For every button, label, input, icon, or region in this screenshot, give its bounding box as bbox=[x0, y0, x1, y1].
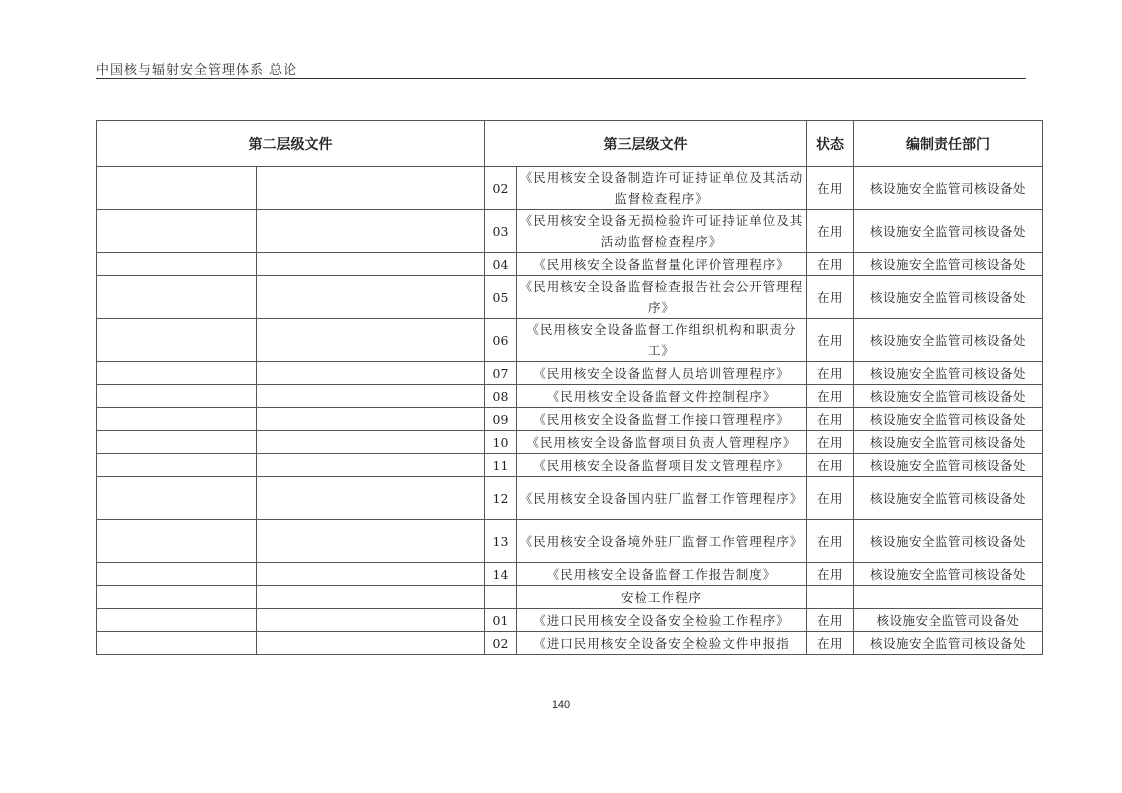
document-title: 《民用核安全设备监督文件控制程序》 bbox=[517, 385, 807, 408]
status-cell: 在用 bbox=[807, 408, 854, 431]
document-title: 《民用核安全设备监督项目负责人管理程序》 bbox=[517, 431, 807, 454]
row-number: 02 bbox=[485, 167, 517, 210]
department-cell: 核设施安全监管司核设备处 bbox=[854, 210, 1043, 253]
table-row bbox=[97, 385, 1043, 408]
second-level-cell bbox=[97, 609, 257, 632]
second-level-subcell bbox=[257, 586, 485, 609]
department-cell: 核设施安全监管司核设备处 bbox=[854, 385, 1043, 408]
document-title: 《民用核安全设备监督项目发文管理程序》 bbox=[517, 454, 807, 477]
row-number: 07 bbox=[485, 362, 517, 385]
second-level-cell bbox=[97, 520, 257, 563]
document-title: 《民用核安全设备监督工作接口管理程序》 bbox=[517, 408, 807, 431]
table-row bbox=[97, 586, 1043, 609]
department-cell: 核设施安全监管司核设备处 bbox=[854, 253, 1043, 276]
second-level-cell bbox=[97, 586, 257, 609]
second-level-subcell bbox=[257, 408, 485, 431]
second-level-cell bbox=[97, 385, 257, 408]
second-level-subcell bbox=[257, 319, 485, 362]
second-level-subcell bbox=[257, 632, 485, 655]
second-level-subcell bbox=[257, 167, 485, 210]
table-row bbox=[97, 477, 1043, 520]
document-title: 《民用核安全设备监督人员培训管理程序》 bbox=[517, 362, 807, 385]
row-number: 09 bbox=[485, 408, 517, 431]
second-level-subcell bbox=[257, 431, 485, 454]
document-title: 《民用核安全设备监督检查报告社会公开管理程序》 bbox=[517, 276, 807, 319]
status-cell: 在用 bbox=[807, 477, 854, 520]
row-number: 04 bbox=[485, 253, 517, 276]
department-cell: 核设施安全监管司设备处 bbox=[854, 609, 1043, 632]
status-cell: 在用 bbox=[807, 454, 854, 477]
second-level-cell bbox=[97, 431, 257, 454]
second-level-cell bbox=[97, 563, 257, 586]
table-row bbox=[97, 609, 1043, 632]
row-number: 02 bbox=[485, 632, 517, 655]
table-row bbox=[97, 319, 1043, 362]
table-row bbox=[97, 408, 1043, 431]
row-number: 01 bbox=[485, 609, 517, 632]
table-row bbox=[97, 210, 1043, 253]
row-number: 08 bbox=[485, 385, 517, 408]
status-cell: 在用 bbox=[807, 167, 854, 210]
department-cell: 核设施安全监管司核设备处 bbox=[854, 276, 1043, 319]
second-level-cell bbox=[97, 454, 257, 477]
page-number: 140 bbox=[551, 699, 571, 711]
department-cell: 核设施安全监管司核设备处 bbox=[854, 167, 1043, 210]
status-cell: 在用 bbox=[807, 362, 854, 385]
document-title: 安检工作程序 bbox=[517, 586, 807, 609]
table-row bbox=[97, 167, 1043, 210]
running-header: 中国核与辐射安全管理体系 总论 bbox=[96, 63, 298, 78]
document-title: 《民用核安全设备无损检验许可证持证单位及其活动监督检查程序》 bbox=[517, 210, 807, 253]
row-number: 05 bbox=[485, 276, 517, 319]
department-cell bbox=[854, 586, 1043, 609]
second-level-subcell bbox=[257, 253, 485, 276]
department-cell: 核设施安全监管司核设备处 bbox=[854, 319, 1043, 362]
second-level-subcell bbox=[257, 520, 485, 563]
department-cell: 核设施安全监管司核设备处 bbox=[854, 632, 1043, 655]
second-level-subcell bbox=[257, 362, 485, 385]
document-title: 《民用核安全设备监督工作报告制度》 bbox=[517, 563, 807, 586]
table-row bbox=[97, 253, 1043, 276]
status-cell: 在用 bbox=[807, 253, 854, 276]
second-level-subcell bbox=[257, 210, 485, 253]
status-cell: 在用 bbox=[807, 210, 854, 253]
row-number: 11 bbox=[485, 454, 517, 477]
table-row bbox=[97, 632, 1043, 655]
second-level-cell bbox=[97, 408, 257, 431]
second-level-cell bbox=[97, 276, 257, 319]
second-level-cell bbox=[97, 167, 257, 210]
table-row bbox=[97, 431, 1043, 454]
department-cell: 核设施安全监管司核设备处 bbox=[854, 454, 1043, 477]
document-title: 《民用核安全设备境外驻厂监督工作管理程序》 bbox=[517, 520, 807, 563]
status-cell: 在用 bbox=[807, 431, 854, 454]
document-title: 《民用核安全设备制造许可证持证单位及其活动监督检查程序》 bbox=[517, 167, 807, 210]
second-level-cell bbox=[97, 362, 257, 385]
second-level-subcell bbox=[257, 454, 485, 477]
department-cell: 核设施安全监管司核设备处 bbox=[854, 431, 1043, 454]
status-cell bbox=[807, 586, 854, 609]
table-row bbox=[97, 563, 1043, 586]
header-rule bbox=[96, 78, 1026, 79]
second-level-cell bbox=[97, 210, 257, 253]
row-number: 10 bbox=[485, 431, 517, 454]
document-title: 《民用核安全设备监督量化评价管理程序》 bbox=[517, 253, 807, 276]
second-level-column-header: 第二层级文件 bbox=[97, 121, 485, 167]
second-level-cell bbox=[97, 319, 257, 362]
row-number: 06 bbox=[485, 319, 517, 362]
department-cell: 核设施安全监管司核设备处 bbox=[854, 563, 1043, 586]
second-level-cell bbox=[97, 253, 257, 276]
row-number: 03 bbox=[485, 210, 517, 253]
status-cell: 在用 bbox=[807, 609, 854, 632]
row-number: 13 bbox=[485, 520, 517, 563]
second-level-subcell bbox=[257, 385, 485, 408]
document-title: 《民用核安全设备监督工作组织机构和职责分工》 bbox=[517, 319, 807, 362]
row-number: 12 bbox=[485, 477, 517, 520]
department-cell: 核设施安全监管司核设备处 bbox=[854, 362, 1043, 385]
status-cell: 在用 bbox=[807, 520, 854, 563]
table-row bbox=[97, 276, 1043, 319]
department-cell: 核设施安全监管司核设备处 bbox=[854, 477, 1043, 520]
third-level-column-header: 第三层级文件 bbox=[485, 121, 807, 167]
document-title: 《进口民用核安全设备安全检验工作程序》 bbox=[517, 609, 807, 632]
second-level-subcell bbox=[257, 609, 485, 632]
department-cell: 核设施安全监管司核设备处 bbox=[854, 408, 1043, 431]
table-row bbox=[97, 454, 1043, 477]
table-body bbox=[97, 167, 1043, 655]
document-table bbox=[96, 120, 1043, 655]
table-row bbox=[97, 362, 1043, 385]
department-cell: 核设施安全监管司核设备处 bbox=[854, 520, 1043, 563]
status-cell: 在用 bbox=[807, 632, 854, 655]
row-number: 14 bbox=[485, 563, 517, 586]
table-header-row bbox=[97, 121, 1043, 167]
second-level-cell bbox=[97, 477, 257, 520]
status-cell: 在用 bbox=[807, 276, 854, 319]
table-row bbox=[97, 520, 1043, 563]
second-level-subcell bbox=[257, 276, 485, 319]
status-column-header: 状态 bbox=[807, 121, 854, 167]
second-level-subcell bbox=[257, 477, 485, 520]
document-title: 《民用核安全设备国内驻厂监督工作管理程序》 bbox=[517, 477, 807, 520]
row-number bbox=[485, 586, 517, 609]
second-level-cell bbox=[97, 632, 257, 655]
status-cell: 在用 bbox=[807, 319, 854, 362]
department-column-header: 编制责任部门 bbox=[854, 121, 1043, 167]
status-cell: 在用 bbox=[807, 385, 854, 408]
status-cell: 在用 bbox=[807, 563, 854, 586]
second-level-subcell bbox=[257, 563, 485, 586]
document-title: 《进口民用核安全设备安全检验文件申报指 bbox=[517, 632, 807, 655]
